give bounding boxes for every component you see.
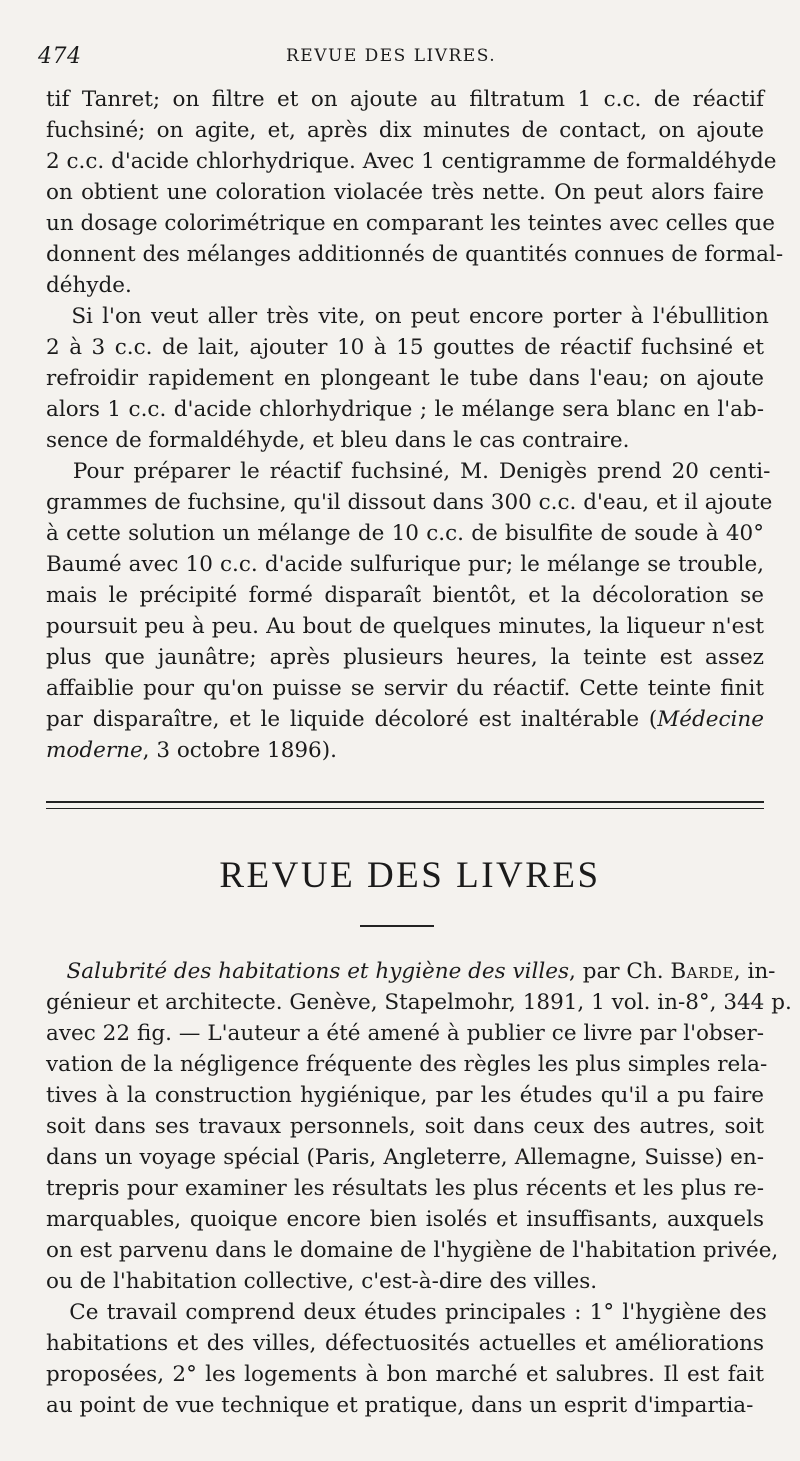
text-line: [46, 1297, 767, 1328]
text-run: , in-: [733, 959, 776, 984]
text-line: [46, 956, 776, 987]
text-run: 2 à 3 c.c. de lait, ajouter 10 à 15 gouttes de réactif fuchsiné et: [46, 335, 764, 360]
text-line: [46, 1204, 764, 1235]
text-line: [46, 1080, 764, 1111]
text-run: sence de formaldéhyde, et bleu dans le cas contraire.: [46, 428, 630, 453]
text-line: [46, 146, 777, 177]
text-run: vation de la négligence fréquente des règles les plus simples rela-: [46, 1052, 768, 1077]
text-line: [46, 987, 792, 1018]
text-line: [46, 549, 764, 580]
text-run: Si l'on veut aller très vite, on peut encore porter à l'ébullition: [46, 304, 769, 329]
book-review: [46, 956, 792, 1421]
text-line: [46, 270, 764, 301]
text-run: on obtient une coloration violacée très nette. On peut alors faire: [46, 180, 764, 205]
text-line: [46, 301, 769, 332]
text-run: Baumé avec 10 c.c. d'acide sulfurique pur; le mélange se trouble,: [46, 552, 764, 577]
text-line: [46, 1266, 764, 1297]
text-run: plus que jaunâtre; après plusieurs heures, la teinte est assez: [46, 645, 764, 670]
italic-text: Médecine: [657, 707, 764, 732]
text-line: [46, 363, 764, 394]
text-line: [46, 642, 764, 673]
text-line: [46, 1111, 764, 1142]
text-line: [46, 425, 764, 456]
text-run: on est parvenu dans le domaine de l'hygiène de l'habitation privée,: [46, 1238, 779, 1263]
text-run: à cette solution un mélange de 10 c.c. de bisulfite de soude à 40°: [46, 521, 764, 546]
text-run: tives à la construction hygiénique, par les études qu'il a pu faire: [46, 1083, 764, 1108]
text-run: alors 1 c.c. d'acide chlorhydrique ; le mélange sera blanc en l'ab-: [46, 397, 764, 422]
text-run: fuchsiné; on agite, et, après dix minutes de contact, on ajoute: [46, 118, 764, 143]
text-line: [46, 1235, 779, 1266]
text-line: [46, 518, 764, 549]
running-title: REVUE DES LIVRES.: [286, 46, 497, 66]
text-run: par disparaître, et le liquide décoloré est inaltérable (: [46, 707, 658, 732]
text-line: [46, 1390, 764, 1421]
text-run: , 3 octobre 1896).: [142, 738, 337, 763]
text-run: 2 c.c. d'acide chlorhydrique. Avec 1 centigramme de formaldéhyde: [46, 149, 777, 174]
text-run: soit dans ses travaux personnels, soit dans ceux des autres, soit: [46, 1114, 764, 1139]
text-line: [46, 84, 764, 115]
text-line: [46, 394, 764, 425]
text-run: affaiblie pour qu'on puisse se servir du réactif. Cette teinte finit: [46, 676, 764, 701]
section-title: REVUE DES LIVRES: [219, 855, 601, 896]
text-line: [46, 1173, 764, 1204]
text-run: déhyde.: [46, 273, 132, 298]
text-run: ou de l'habitation collective, c'est-à-dire des villes.: [46, 1269, 598, 1294]
text-line: [46, 177, 764, 208]
text-line: [46, 580, 764, 611]
running-head: [0, 40, 800, 74]
italic-text: Salubrité des habitations et hygiène des villes: [66, 959, 570, 984]
text-run: , par Ch.: [569, 959, 671, 984]
text-run: avec 22 fig. — L'auteur a été amené à publier ce livre par l'obser-: [46, 1021, 764, 1046]
double-rule-divider: [46, 801, 764, 809]
text-line: [46, 1049, 768, 1080]
italic-text: moderne: [46, 738, 143, 763]
text-line: [46, 332, 764, 363]
text-run: poursuit peu à peu. Au bout de quelques minutes, la liqueur n'est: [46, 614, 764, 639]
text-line: [46, 1018, 764, 1049]
text-line: [46, 487, 773, 518]
text-line: [46, 239, 784, 270]
text-run: proposées, 2° les logements à bon marché et salubres. Il est fait: [46, 1362, 764, 1387]
text-line: [46, 456, 771, 487]
text-run: mais le précipité formé disparaît bientôt, et la décoloration se: [46, 583, 764, 608]
text-line: [46, 735, 764, 766]
page-number: 474: [38, 44, 82, 69]
text-line: [46, 704, 764, 735]
text-run: [46, 959, 67, 984]
text-line: [46, 208, 776, 239]
text-run: au point de vue technique et pratique, dans un esprit d'impartia-: [46, 1393, 754, 1418]
title-underline: [360, 925, 434, 927]
text-run: habitations et des villes, défectuosités actuelles et améliorations: [46, 1331, 764, 1356]
text-run: Ce travail comprend deux études principales : 1° l'hygiène des: [46, 1300, 767, 1325]
author-name: Barde: [670, 959, 734, 984]
article-continuation: [46, 84, 784, 766]
text-run: Pour préparer le réactif fuchsiné, M. Denigès prend 20 centi-: [46, 459, 771, 484]
text-run: grammes de fuchsine, qu'il dissout dans 300 c.c. d'eau, et il ajoute: [46, 490, 773, 515]
text-line: [46, 673, 764, 704]
text-run: un dosage colorimétrique en comparant les teintes avec celles que: [46, 211, 776, 236]
text-run: tif Tanret; on filtre et on ajoute au filtratum 1 c.c. de réactif: [46, 87, 764, 112]
text-run: donnent des mélanges additionnés de quantités connues de formal-: [46, 242, 784, 267]
text-run: marquables, quoique encore bien isolés et insuffisants, auxquels: [46, 1207, 764, 1232]
text-line: [46, 1359, 764, 1390]
text-run: trepris pour examiner les résultats les plus récents et les plus re-: [46, 1176, 764, 1201]
text-run: dans un voyage spécial (Paris, Angleterre, Allemagne, Suisse) en-: [46, 1145, 764, 1170]
text-line: [46, 1142, 764, 1173]
text-line: [46, 115, 764, 146]
text-line: [46, 611, 764, 642]
text-line: [46, 1328, 764, 1359]
text-run: refroidir rapidement en plongeant le tube dans l'eau; on ajoute: [46, 366, 764, 391]
text-run: génieur et architecte. Genève, Stapelmohr, 1891, 1 vol. in-8°, 344 p.: [46, 990, 792, 1015]
